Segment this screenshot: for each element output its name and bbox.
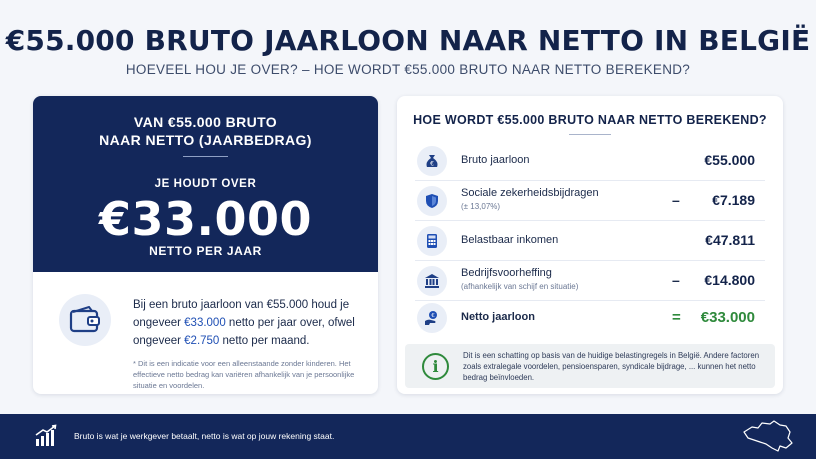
footer-text: Bruto is wat je werkgever betaalt, netto is wat op jouw rekening staat. [74,431,335,441]
calc-row-gross [415,141,765,181]
summary-header [33,96,378,272]
svg-text:€: € [431,313,435,320]
calc-row-withholding [415,261,765,301]
summary-net-month: €2.750 [184,335,220,347]
bank-icon [417,266,447,296]
shield-icon [417,186,447,216]
summary-divider [183,156,228,157]
calc-value: €7.189 [712,192,755,208]
belgium-map-icon [740,418,796,459]
calculation-title: HOE WORDT €55.000 BRUTO NAAR NETTO BEREKEND? [413,113,767,127]
calc-sub: (afhankelijk van schijf en situatie) [461,282,579,291]
calc-label: Sociale zekerheidsbijdragen [461,187,599,199]
page-subtitle: HOEVEEL HOU JE OVER? – HOE WORDT €55.000 BRUTO NAAR NETTO BEREKEND? [125,62,691,77]
info-box [405,344,775,388]
summary-card [33,96,378,394]
growth-chart-icon [34,424,58,453]
info-icon: i [422,353,449,380]
page-title: €55.000 BRUTO JAARLOON NAAR NETTO IN BELGIË [5,24,811,57]
footer [0,414,816,459]
calculation-divider [569,134,611,135]
summary-text-part2: netto per jaar over, ofwel ongeveer [133,317,355,347]
calc-label: Bruto jaarloon [461,154,530,166]
calc-sign: – [672,272,680,288]
money-bag-icon [417,146,447,176]
calc-label: Belastbaar inkomen [461,234,559,246]
calc-value: €14.800 [704,272,755,288]
keep-label: JE HOUDT OVER [154,178,257,190]
net-amount: €33.000 [98,192,312,246]
summary-text-part1: Bij een bruto jaarloon van €55.000 houd je ongeveer [133,299,350,329]
calc-sign: = [672,309,681,326]
calculator-icon [417,226,447,256]
summary-heading-line2: NAAR NETTO (JAARBEDRAG) [99,132,312,148]
calculation-card [397,96,783,394]
hand-coin-icon [417,303,447,333]
calc-value: €47.811 [705,232,755,248]
summary-heading-line1: VAN €55.000 BRUTO [133,114,278,130]
calc-sign: – [672,192,680,208]
calc-sub: (± 13,07%) [461,202,501,211]
summary-text [133,296,368,350]
calc-value: €33.000 [700,309,755,326]
calc-label: Bedrijfsvoorheffing [461,267,552,279]
summary-net-year: €33.000 [184,317,226,329]
info-text: Dit is een schatting op basis van de huidige belastingregels in België. Andere factoren zoals extralegale voordelen, pensioensparen, syndicale bijdrage, ... kunnen het netto bedrag beïnvloeden. [463,351,760,382]
calc-value: €55.000 [704,152,755,168]
calc-row-net [415,298,765,338]
per-year-label: NETTO PER JAAR [149,244,262,258]
svg-text:€: € [430,160,434,168]
calc-row-taxable [415,221,765,261]
calc-row-social [415,181,765,221]
summary-text-part3: netto per maand. [219,335,310,347]
calc-label: Netto jaarloon [461,311,535,323]
summary-note: * Dit is een indicatie voor een alleenstaande zonder kinderen. Het effectieve netto bedrag kan variëren afhankelijk van je persoonlijke situatie en voordelen. [133,359,355,390]
wallet-icon [59,294,111,346]
